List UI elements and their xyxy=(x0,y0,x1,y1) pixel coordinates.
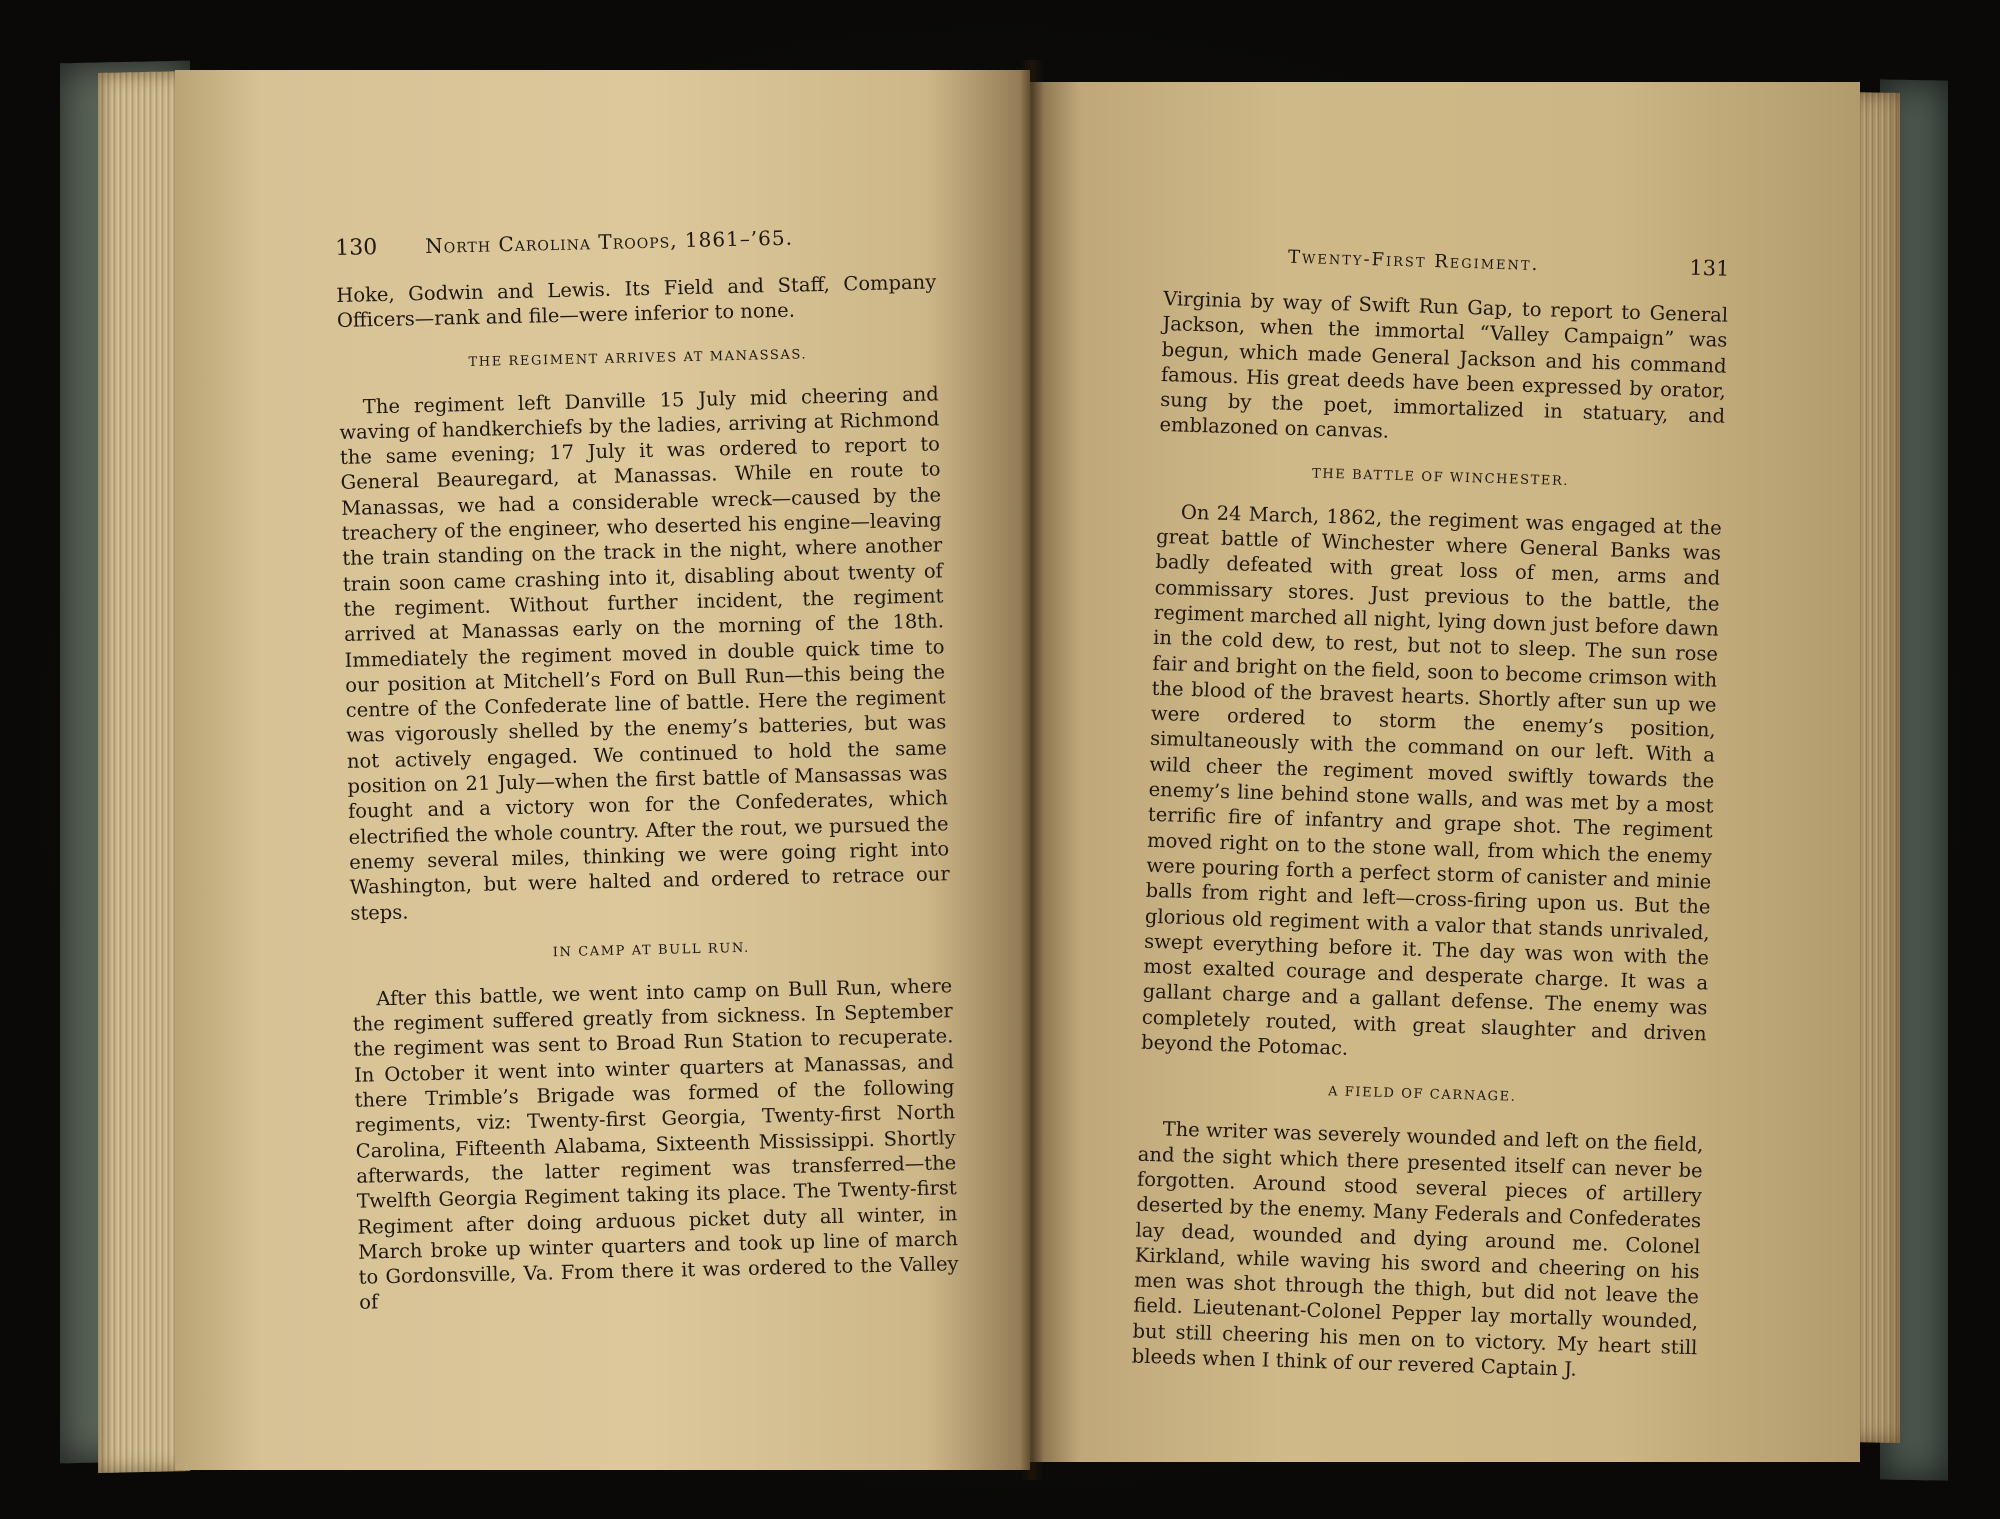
paragraph: On 24 March, 1862, the regiment was engaged at the great battle of Winchester where General Banks was badly defeated with great loss of men, arms and commissary stores. Just previous to the battle, the regiment marched all night, lying down just before dawn in the cold dew, to rest, but not to sleep. The sun rose fair and bright on the field, soon to become crimson with the blood of the bravest hearts. Shortly after sun up we were ordered to storm the enemy’s position, simultaneously with the command on our left. With a wild cheer the regiment moved swiftly towards the enemy’s line behind stone walls, and was met by a most terrific fire of infantry and grape shot. The regiment moved right on to the stone wall, from which the enemy were pouring forth a perfect storm of canister and minie balls from right and left—cross-firing upon us. But the glorious old regiment with a valor that stands unrivaled, swept everything before it. The day was won with the most exalted courage and desperate charge. It was a gallant charge and a gallant defense. The enemy was completely routed, with great slaughter and driven beyond the Potomac. xyxy=(1140,500,1723,1060)
paragraph: Hoke, Godwin and Lewis. Its Field and Staff, Company Officers—rank and file—were inferior to none. xyxy=(336,270,937,333)
section-heading: THE REGIMENT ARRIVES AT MANASSAS. xyxy=(468,346,808,370)
running-head: Twenty-First Regiment. xyxy=(1287,246,1540,276)
book-gutter xyxy=(1020,60,1044,1480)
section-heading: A FIELD OF CARNAGE. xyxy=(1327,1084,1517,1106)
section-heading: THE BATTLE OF WINCHESTER. xyxy=(1311,466,1570,489)
section-heading: IN CAMP AT BULL RUN. xyxy=(552,940,750,961)
paragraph: Virginia by way of Swift Run Gap, to report to General Jackson, when the immortal “Valley Campaign” was begun, which made General Jackson and his command famous. His great deeds have been expressed by orator, sung by the poet, immortalized in statuary, and emblazoned on canvas. xyxy=(1159,286,1729,444)
left-page-text xyxy=(335,222,959,1315)
paragraph: The regiment left Danville 15 July mid cheering and waving of handkerchiefs by the ladies, arriving at Richmond the same evening; 17 July it was ordered to report to General Beauregard, at Manassas. While en route to Manassas, we had a considerable wreck—caused by the treachery of the engineer, who deserted his engine—leaving the train standing on the track in the night, where another train soon came crashing into it, disabling about twenty of the regiment. Without further incident, the regiment arrived at Manassas early on the morning of the 18th. Immediately the regiment moved in double quick time to our position at Mitchell’s Ford on Bull Run—this being the centre of the Confederate line of battle. Here the regiment was vigorously shelled by the enemy’s batteries, but was not actively engaged. We continued to hold the same position on 21 July—when the first battle of Mansassas was fought and a victory won for the Confederates, which electrified the whole country. After the rout, we pursued the enemy several miles, thinking we were going right into Washington, but were halted and ordered to retrace our steps. xyxy=(339,381,950,925)
page-number: 131 xyxy=(1688,255,1730,281)
running-head: North Carolina Troops, 1861–’65. xyxy=(424,225,794,258)
right-page-text xyxy=(1131,240,1729,1386)
page-number: 130 xyxy=(335,235,378,261)
paragraph: After this battle, we went into camp on Bull Run, where the regiment suffered greatly from sickness. In September the regiment was sent to Broad Run Station to recuperate. In October it went into winter quarters at Manassas, and there Trimble’s Brigade was formed of the following regiments, viz: Twenty-first Georgia, Twenty-first North Carolina, Fifteenth Alabama, Sixteenth Mississippi. Shortly afterwards, the latter regiment was transferred—the Twelfth Georgia Regiment taking its place. The Twenty-first Regiment after doing arduous picket duty all winter, in March broke up winter quarters and took up line of march to Gordonsville, Va. From there it was ordered to the Valley of xyxy=(352,974,959,1315)
paragraph: The writer was severely wounded and left on the field, and the sight which there presented itself can never be forgotten. Around stood several pieces of artillery deserted by the enemy. Many Federals and Confederates lay dead, wounded and dying around me. Colonel Kirkland, while waving his sword and cheering on his men was shot through the thigh, but did not leave the field. Lieutenant-Colonel Pepper lay mortally wounded, but still cheering his men on to victory. My heart still bleeds when I think of our revered Captain J. xyxy=(1131,1117,1704,1381)
